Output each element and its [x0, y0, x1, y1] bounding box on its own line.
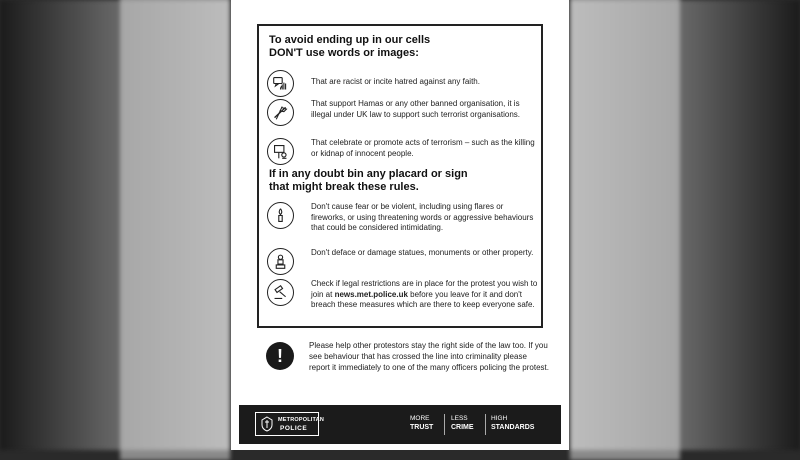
rule-racism-text: That are racist or incite hatred against any faith.	[311, 77, 480, 86]
slogan-top: HIGH	[491, 415, 508, 422]
crest-icon	[259, 416, 275, 432]
placard-icon	[267, 138, 294, 165]
blurred-background-left	[0, 0, 230, 450]
slogan-bottom: CRIME	[451, 423, 474, 431]
rule-legal-restrictions-text	[311, 279, 539, 311]
words-heading-line2: DON'T use words or images:	[269, 47, 419, 59]
rule-legal-restrictions	[267, 279, 537, 313]
logo-text-police: POLICE	[280, 425, 308, 432]
logo-text-metropolitan: METROPOLITAN	[278, 417, 324, 423]
slogan-top: LESS	[451, 415, 468, 422]
rule-terrorism-text: That celebrate or promote acts of terrorism – such as the killing or kidnap of innocent people.	[311, 138, 535, 158]
slogan-divider	[444, 414, 445, 435]
words-heading	[269, 34, 430, 60]
slogan-bottom: STANDARDS	[491, 423, 535, 431]
rule-violence	[267, 202, 537, 236]
blurred-background-right	[570, 0, 800, 450]
exclamation-icon: !	[266, 342, 294, 370]
rule-terrorism	[267, 138, 537, 172]
rule-banned-organisations-text: That support Hamas or any other banned organisation, it is illegal under UK law to support such terrorist organisations.	[311, 99, 520, 119]
rule-damage-text: Don't deface or damage statues, monuments or other property.	[311, 248, 534, 257]
flag-icon	[267, 99, 294, 126]
speech-hand-icon	[267, 70, 294, 97]
slogan-more-trust	[410, 415, 433, 432]
rules-box	[257, 24, 543, 328]
police-leaflet	[231, 0, 569, 450]
footer-bar	[239, 405, 561, 444]
rule-banned-organisations	[267, 99, 537, 133]
police-website-link: news.met.police.uk	[334, 289, 408, 299]
help-notice-text: Please help other protestors stay the right side of the law too. If you see behaviour that has crossed the line into criminality please report it immediately to one of the many officers policing the protest.	[309, 341, 549, 372]
gavel-icon	[267, 279, 294, 306]
doubt-heading-line2: that might break these rules.	[269, 181, 419, 193]
met-police-logo	[255, 412, 324, 436]
slogan-divider	[485, 414, 486, 435]
slogan-less-crime	[451, 415, 474, 432]
flare-icon	[267, 202, 294, 229]
statue-icon	[267, 248, 294, 275]
rule-legal-text-after: before you leave for it and don't breach these measures which are there to keep everyone safe.	[311, 289, 535, 309]
slogan-top: MORE	[410, 415, 430, 422]
doubt-heading-line1: If in any doubt bin any placard or sign	[269, 168, 468, 180]
slogan-high-standards	[491, 415, 534, 432]
rule-violence-text: Don't cause fear or be violent, including using flares or fireworks, or using threatening words or aggressive behaviours that could be considered intimidating.	[311, 202, 534, 232]
rule-legal-text-before: Check if legal restrictions are in place for the protest you wish to join at	[311, 279, 538, 299]
slogan-bottom: TRUST	[410, 423, 434, 431]
words-heading-line1: To avoid ending up in our cells	[269, 34, 431, 46]
rule-damage	[267, 248, 537, 282]
doubt-heading	[269, 168, 468, 194]
